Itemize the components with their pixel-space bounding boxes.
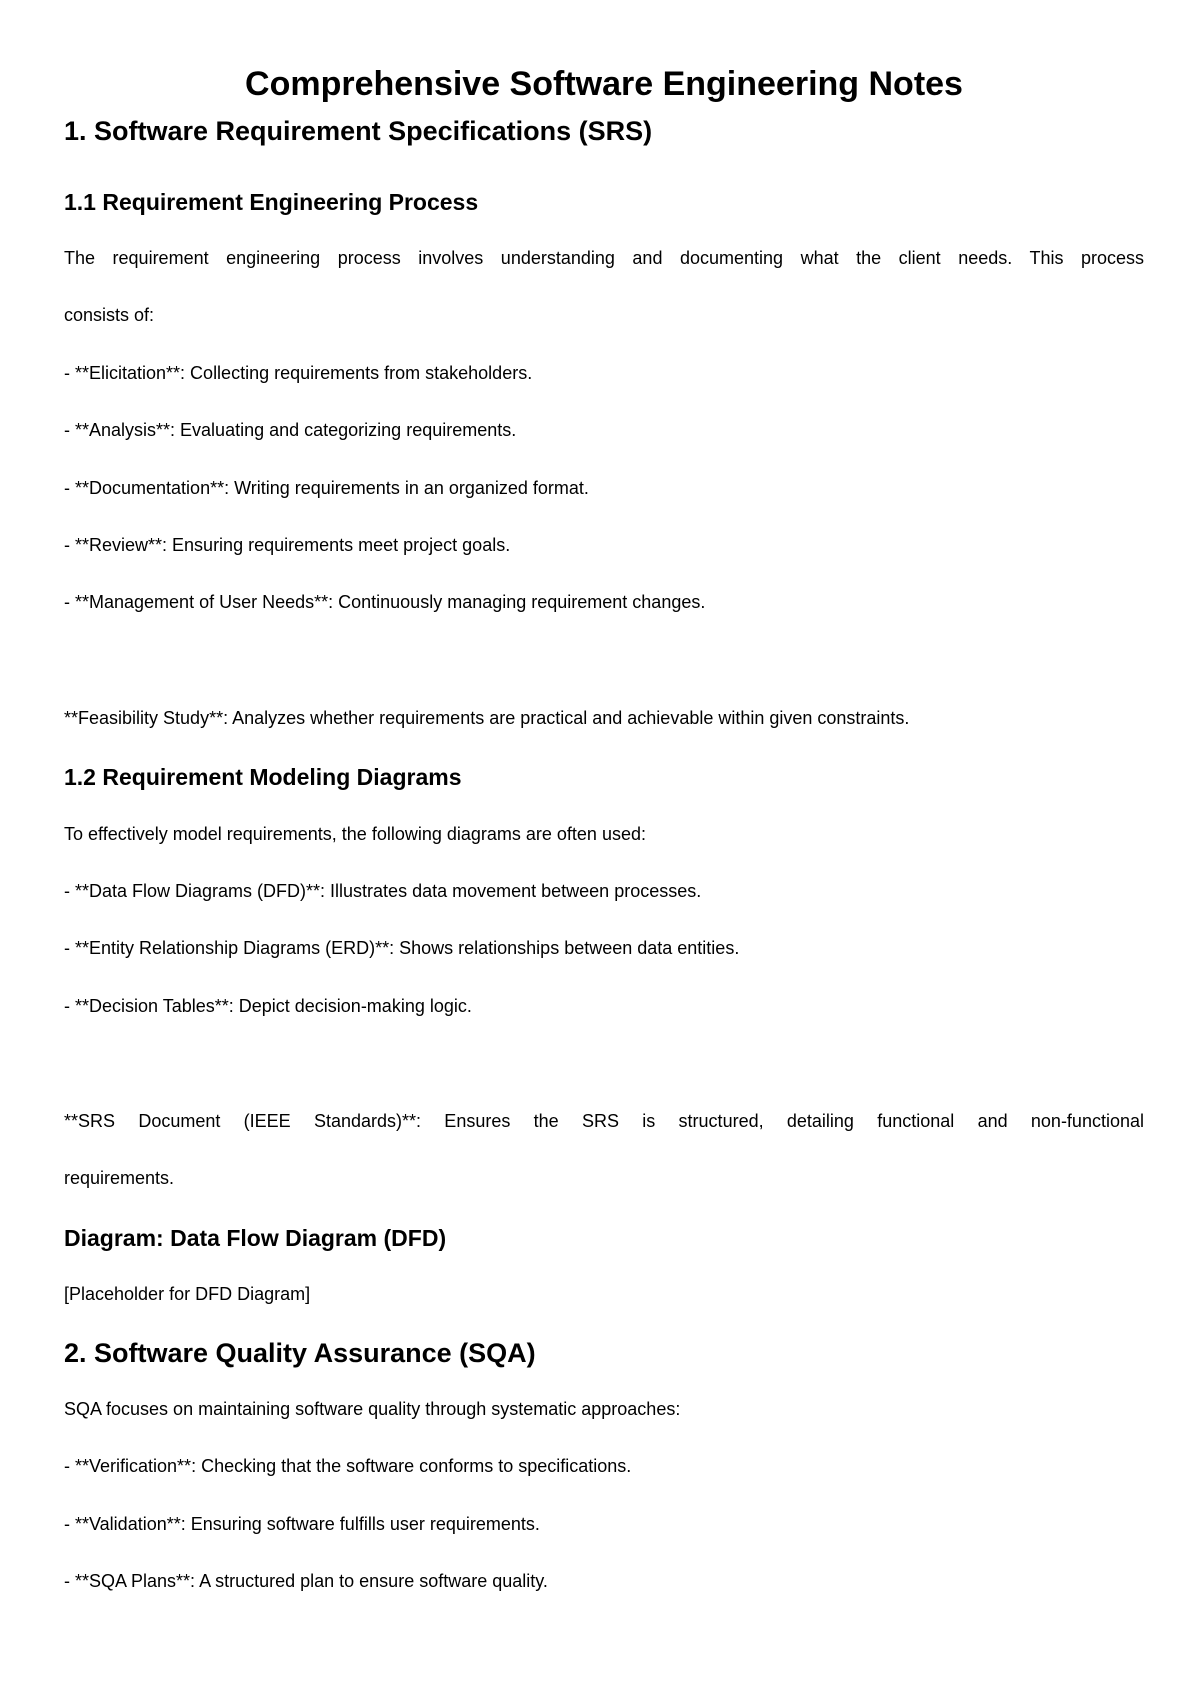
dfd-diagram-placeholder: [Placeholder for DFD Diagram] [64, 1284, 311, 1304]
section-1-2-intro: To effectively model requirements, the following diagrams are often used: [64, 824, 646, 844]
list-item-review: - **Review**: Ensuring requirements meet project goals. [64, 535, 511, 555]
section-2-heading: 2. Software Quality Assurance (SQA) [64, 1338, 536, 1368]
section-2-intro: SQA focuses on maintaining software quality through systematic approaches: [64, 1399, 681, 1419]
section-1-1-intro-line-2: consists of: [64, 305, 155, 325]
list-item-validation: - **Validation**: Ensuring software fulfills user requirements. [64, 1514, 540, 1534]
list-item-analysis: - **Analysis**: Evaluating and categorizing requirements. [64, 420, 517, 440]
srs-document-line-2: requirements. [64, 1168, 175, 1188]
list-item-decision-tables: - **Decision Tables**: Depict decision-making logic. [64, 996, 472, 1016]
list-item-verification: - **Verification**: Checking that the software conforms to specifications. [64, 1456, 632, 1476]
diagram-heading: Diagram: Data Flow Diagram (DFD) [64, 1225, 447, 1251]
section-1-2-heading: 1.2 Requirement Modeling Diagrams [64, 764, 462, 790]
section-1-1-intro-line-1: The requirement engineering process involves understanding and documenting what the client needs. This process [64, 248, 1144, 268]
feasibility-study-text: **Feasibility Study**: Analyzes whether requirements are practical and achievable within given constraints. [64, 708, 910, 728]
document-page [64, 0, 1144, 1696]
list-item-elicitation: - **Elicitation**: Collecting requirements from stakeholders. [64, 363, 533, 383]
section-1-1-heading: 1.1 Requirement Engineering Process [64, 189, 479, 215]
list-item-management: - **Management of User Needs**: Continuously managing requirement changes. [64, 592, 706, 612]
srs-document-line-1: **SRS Document (IEEE Standards)**: Ensures the SRS is structured, detailing functional and non-functional [64, 1111, 1144, 1131]
section-1-heading: 1. Software Requirement Specifications (SRS) [64, 116, 653, 146]
document-title: Comprehensive Software Engineering Notes [245, 65, 963, 103]
list-item-documentation: - **Documentation**: Writing requirements in an organized format. [64, 478, 589, 498]
list-item-erd: - **Entity Relationship Diagrams (ERD)**: Shows relationships between data entities. [64, 938, 740, 958]
list-item-dfd: - **Data Flow Diagrams (DFD)**: Illustrates data movement between processes. [64, 881, 702, 901]
list-item-sqa-plans: - **SQA Plans**: A structured plan to ensure software quality. [64, 1571, 548, 1591]
